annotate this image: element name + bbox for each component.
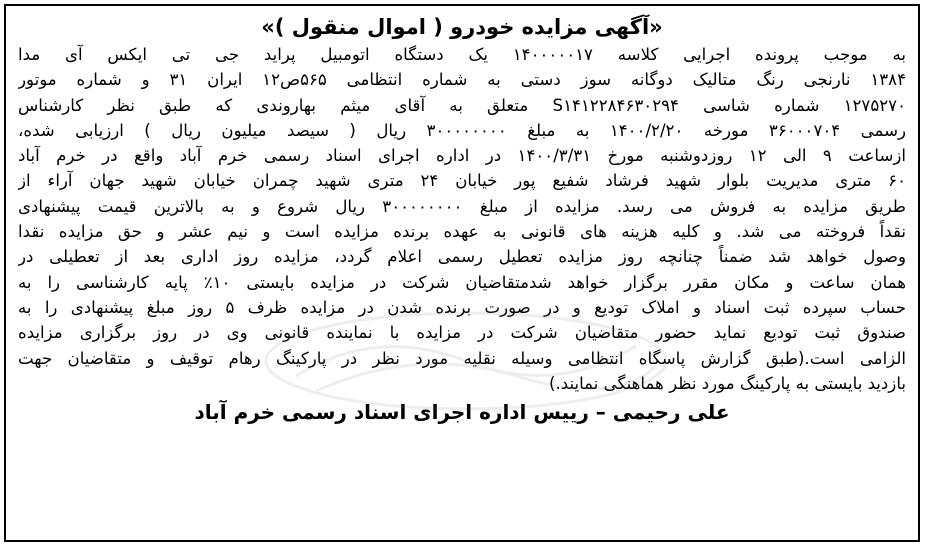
notice-line-11: حساب سپرده ثبت اسناد و املاک تودیع و در صورت برنده شدن در مزایده ظرف ۵ روز مبلغ پیشنهادی را به — [18, 297, 906, 317]
notice-line-1: به موجب پرونده اجرایی کلاسه ۱۴۰۰۰۰۰۱۷ یک دستگاه اتومبیل پراید جی تی ایکس آی مدا — [18, 45, 906, 64]
notice-line-13: الزامی است.(طبق گزارش پاسگاه انتظامی وسیله نقلیه مورد نظر در پارکینگ رهام توقیف و متقاضیان جهت — [18, 348, 906, 368]
notice-line-10: همان ساعت و مکان مقرر برگزار خواهد شدمتقاضیان شرکت در مزایده بایستی ۱۰٪ پایه کارشناسی را به — [18, 272, 906, 292]
notice-line-3: ۱۲۷۵۲۷۰ شماره شاسی S۱۴۱۲۲۸۴۶۳۰۲۹۴ متعلق به آقای میثم بهاروندی که طبق نظر کارشناس — [18, 95, 906, 115]
notice-line-4: رسمی ۳۶۰۰۰۷۰۴ مورخه ۱۴۰۰/۲/۲۰ به مبلغ ۳۰۰۰۰۰۰۰۰ ریال ( سیصد میلیون ریال ) ارزیابی شده، — [18, 120, 906, 140]
notice-line-9: وصول خواهد شد ضمناً چنانچه روز مزایده تعطیل رسمی اعلام گردد، مزایده روز اداری بعد از تعطیلی در — [18, 247, 906, 267]
notice-title: «آگهی مزایده خودرو ( اموال منقول )» — [261, 15, 663, 39]
notice-line-7: طریق مزایده به فروش می رسد. مزایده از مبلغ ۳۰۰۰۰۰۰۰۰ ریال شروع و به بالاترین قیمت پیشنهادی — [18, 196, 906, 216]
notice-line-12: صندوق ثبت تودیع نماید حضور متقاضیان شرکت در مزایده با نماینده قانونی وی در روز برگزاری مزایده — [18, 323, 906, 343]
auction-notice — [4, 4, 920, 542]
notice-body — [6, 42, 918, 396]
notice-signature: علی رحیمی – رییس اداره اجرای اسناد رسمی خرم آباد — [194, 400, 730, 425]
notice-line-14: بازدید بایستی به پارکینگ مورد نظر هماهنگی نمایند.) — [549, 373, 906, 393]
notice-line-8: نقداً فروخته می شد. و کلیه هزینه های قانونی به عهده برنده مزایده است و نیم عشر و حق مزایده نقدا — [18, 222, 906, 242]
notice-line-5: ازساعت ۹ الی ۱۲ روزدوشنبه مورخ ۱۴۰۰/۳/۳۱ در اداره اجرای اسناد رسمی خرم آباد واقع در خرم آباد — [18, 146, 906, 166]
notice-line-6: ۶۰ متری مدیریت بلوار شهید فرشاد شفیع پور خیابان ۲۴ متری شهید چمران خیابان شهید جهان آراء از — [18, 171, 906, 191]
notice-line-2: ۱۳۸۴ نارنجی رنگ متالیک دوگانه سوز دستی به شماره انتظامی ۵۶۵ص۱۲ ایران ۳۱ و شماره موتور — [18, 70, 906, 90]
